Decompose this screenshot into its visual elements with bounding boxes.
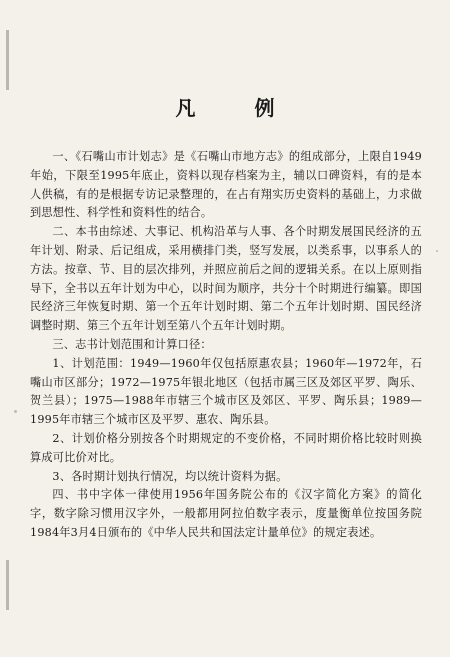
page-title: 凡 例 bbox=[175, 96, 301, 120]
document-body bbox=[30, 148, 422, 543]
paragraph-planning-scope-heading: 三、志书计划范围和计算口径： bbox=[52, 337, 212, 351]
scan-speck bbox=[436, 250, 438, 252]
paragraph-characters-units: 四、书中字体一律使用1956年国务院公布的《汉字简化方案》的简化字，数字除习惯用汉字外，一般都用阿拉伯数字表示，度量衡单位按国务院1984年3月4日颁布的《中华人民共和国法定计量单位》的规定表述。 bbox=[30, 488, 422, 539]
paragraph-scope: 一、《石嘴山市计划志》是《石嘴山市地方志》的组成部分，上限自1949年始，下限至1995年底止，资料以现存档案为主，辅以口碑资料，有的是本人供稿，有的是根据专访记录整理的，在占有翔实历史资料的基础上，力求做到思想性、科学性和资料性的结合。 bbox=[30, 150, 422, 220]
scan-edge-mark bbox=[6, 560, 9, 610]
paragraph-pricing: 2、计划价格分别按各个时期规定的不变价格，不同时期价格比较时则换算成可比价对比。 bbox=[30, 431, 422, 464]
scan-speck bbox=[14, 410, 17, 413]
scan-edge-mark bbox=[6, 30, 9, 90]
paragraph-planning-range: 1、计划范围：1949—1960年仅包括原惠农县；1960年—1972年，石嘴山市区部分；1972—1975年银北地区（包括市属三区及郊区平罗、陶乐、贺兰县）；1975—1988年市辖三个城市区及郊区、平罗、陶乐县；1989—1995年市辖三个城市区及平罗、惠农、陶乐县。 bbox=[30, 356, 422, 427]
paragraph-execution: 3、各时期计划执行情况，均以统计资料为据。 bbox=[52, 469, 288, 483]
paragraph-structure: 二、本书由综述、大事记、机构沿革与人事、各个时期发展国民经济的五年计划、附录、后记组成，采用横排门类，竖写发展，以类系事，以事系人的方法。按章、节、目的层次排列，并照应前后之间的逻辑关系。在以上原则指导下，全书以五年计划为中心，以时间为顺序，共分十个时期进行编纂。即国民经济三年恢复时期、第一个五年计划时期、第二个五年计划时期、国民经济调整时期、第三个五年计划至第八个五年计划时期。 bbox=[30, 225, 422, 333]
